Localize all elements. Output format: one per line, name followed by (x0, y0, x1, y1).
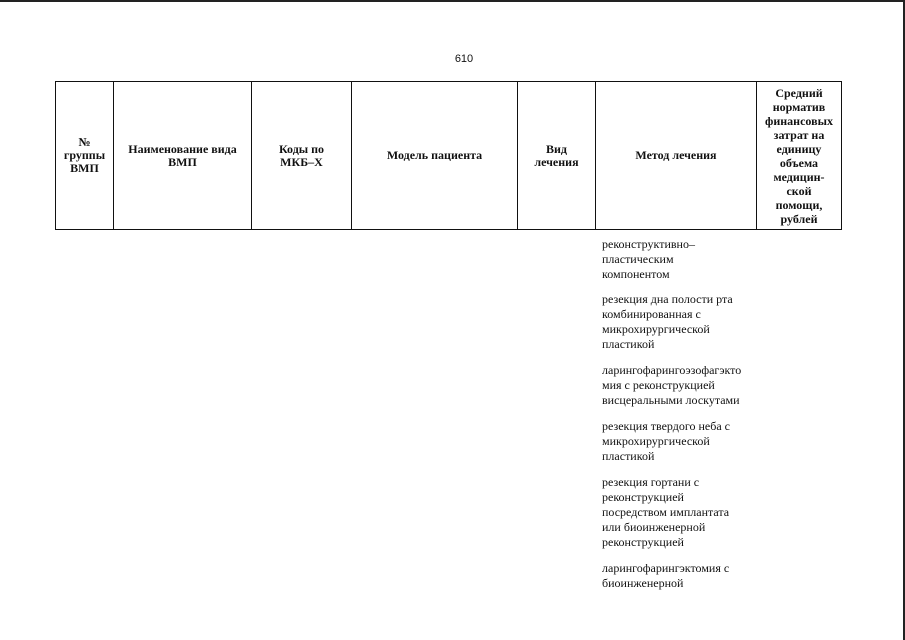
header-group-number (55, 81, 114, 230)
treatment-method-item: ларингофарингоэзофагэкто мия с реконструкцией висцеральными лоскутами (602, 363, 742, 407)
header-average-cost-text: Средний норматив финансовых затрат на единицу объема медицин- ской помощи, рублей (765, 85, 833, 226)
header-treatment-method (596, 81, 757, 230)
treatment-method-item: резекция дна полости рта комбинированная с микрохирургической пластикой (602, 292, 733, 351)
table-header-row (55, 81, 842, 232)
treatment-method-item: резекция гортани с реконструкцией посредством имплантата или биоинженерной реконструкцией (602, 475, 730, 549)
treatment-method-item: реконструктивно– пластическим компонентом (602, 237, 695, 281)
header-group-number-text: № группы ВМП (63, 135, 106, 175)
header-treatment-method-text: Метод лечения (635, 148, 717, 162)
header-mkb-codes (252, 81, 352, 230)
header-mkb-codes-text: Коды по МКБ–Х (278, 141, 325, 169)
page-top-border (0, 0, 905, 2)
header-vmp-name-text: Наименование вида ВМП (128, 141, 237, 169)
treatment-method-item: ларингофарингэктомия с биоинженерной (602, 561, 730, 590)
header-vmp-name (114, 81, 252, 230)
page-number: 610 (454, 53, 474, 65)
header-treatment-type (518, 81, 596, 230)
header-treatment-type-text: Вид лечения (534, 141, 579, 169)
header-patient-model (352, 81, 518, 230)
treatment-method-list (602, 237, 762, 602)
header-average-cost (757, 81, 842, 230)
treatment-method-item: резекция твердого неба с микрохирургической пластикой (602, 419, 730, 463)
header-patient-model-text: Модель пациента (386, 148, 483, 162)
